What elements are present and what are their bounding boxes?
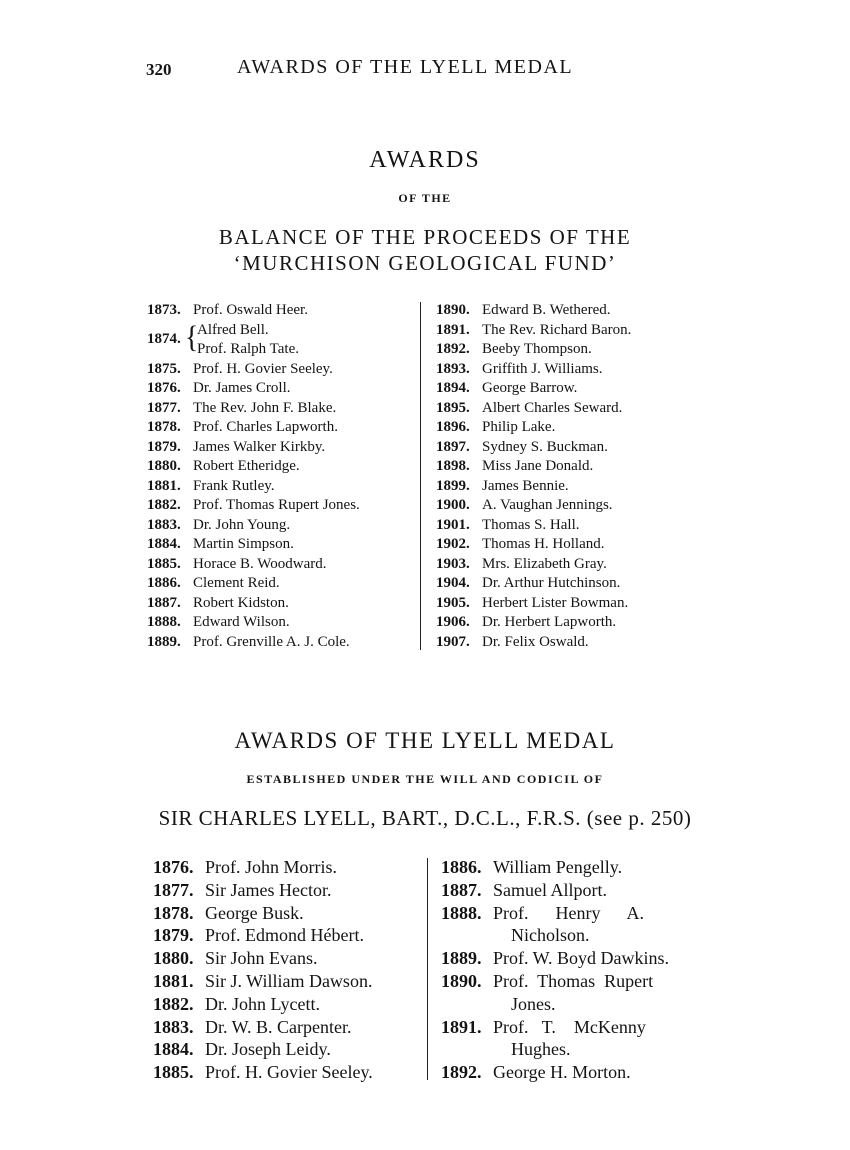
list-entry xyxy=(441,879,607,901)
list-entry xyxy=(441,1016,646,1038)
list-entry xyxy=(147,359,333,379)
entry-year: 1888. xyxy=(147,614,181,630)
list-entry-continuation xyxy=(511,993,556,1015)
page-number: 320 xyxy=(146,60,172,79)
list-entry xyxy=(436,417,555,437)
entry-year: 1898. xyxy=(436,458,470,474)
entry-year: 1886. xyxy=(441,857,482,877)
entry-year: 1886. xyxy=(147,575,181,591)
entry-name: Dr. Felix Oswald. xyxy=(482,633,589,650)
entry-name: Prof. H. Govier Seeley. xyxy=(193,360,333,377)
list-entry xyxy=(436,476,569,496)
entry-year: 1897. xyxy=(436,438,470,455)
entry-name: Dr. James Croll. xyxy=(193,380,291,396)
entry-name: Prof. Thomas Rupert Jones. xyxy=(193,497,360,513)
list-entry xyxy=(147,398,336,418)
list-entry xyxy=(147,573,280,593)
entry-name: Miss Jane Donald. xyxy=(482,458,594,474)
entry-name: The Rev. John F. Blake. xyxy=(193,399,337,416)
murchison-heading: AWARDS xyxy=(369,147,481,173)
list-entry xyxy=(436,437,608,457)
entry-name: Robert Kidston. xyxy=(193,594,289,611)
column-divider xyxy=(420,302,421,650)
list-entry xyxy=(436,612,616,632)
entry-name-continued: Hughes. xyxy=(511,1039,571,1060)
entry-year: 1891. xyxy=(441,1016,482,1037)
list-entry xyxy=(147,476,275,496)
entry-name: Frank Rutley. xyxy=(193,477,275,494)
entry-name: Prof. Edmond Hébert. xyxy=(205,925,364,946)
entry-name: Sir John Evans. xyxy=(205,948,318,969)
entry-year: 1894. xyxy=(436,380,470,396)
entry-year: 1885. xyxy=(153,1062,194,1083)
list-entry xyxy=(147,554,326,574)
entry-name: Prof. T. McKenny xyxy=(493,1016,646,1037)
entry-year: 1889. xyxy=(147,633,181,650)
list-entry xyxy=(436,573,620,593)
entry-year: 1890. xyxy=(441,971,482,991)
entry-name: Herbert Lister Bowman. xyxy=(482,594,629,611)
lyell-heading: AWARDS OF THE LYELL MEDAL xyxy=(234,728,616,753)
list-entry xyxy=(153,879,331,901)
entry-year: 1896. xyxy=(436,419,470,435)
running-head xyxy=(0,56,850,86)
entry-year: 1892. xyxy=(441,1062,482,1083)
entry-name: Dr. W. B. Carpenter. xyxy=(205,1016,352,1037)
list-entry xyxy=(147,378,291,398)
entry-name: George Busk. xyxy=(205,902,304,923)
entry-year: 1889. xyxy=(441,948,482,969)
entry-name: George H. Morton. xyxy=(493,1062,631,1083)
entry-year: 1883. xyxy=(153,1016,194,1037)
entry-name: William Pengelly. xyxy=(493,857,623,877)
list-entry xyxy=(436,495,613,515)
list-entry xyxy=(147,300,308,320)
entry-name: Dr. Joseph Leidy. xyxy=(205,1039,331,1060)
entry-year: 1879. xyxy=(153,925,194,946)
entry-year: 1887. xyxy=(441,879,482,900)
entry-name-continued: Jones. xyxy=(511,993,556,1014)
entry-name: Prof. John Morris. xyxy=(205,857,338,877)
entry-year: 1881. xyxy=(153,971,194,991)
entry-year: 1903. xyxy=(436,555,470,572)
entry-name: Dr. Arthur Hutchinson. xyxy=(482,575,621,591)
entry-name: Philip Lake. xyxy=(482,419,556,435)
entry-name: Samuel Allport. xyxy=(493,879,607,900)
entry-year: 1895. xyxy=(436,399,470,416)
entry-name: Dr. John Lycett. xyxy=(205,993,320,1014)
entry-year: 1902. xyxy=(436,536,470,552)
list-entry xyxy=(436,320,631,340)
list-entry xyxy=(153,902,304,924)
list-entry xyxy=(153,970,372,992)
list-entry xyxy=(153,856,337,878)
entry-year: 1907. xyxy=(436,633,470,650)
running-title: AWARDS OF THE LYELL MEDAL xyxy=(237,56,574,78)
column-divider xyxy=(427,858,428,1080)
murchison-title-line2: ‘MURCHISON GEOLOGICAL FUND’ xyxy=(233,251,617,275)
entry-name: Dr. John Young. xyxy=(193,516,291,533)
entry-name: James Bennie. xyxy=(482,477,569,494)
list-entry xyxy=(147,612,290,632)
entry-year: 1904. xyxy=(436,575,470,591)
entry-year: 1879. xyxy=(147,438,181,455)
list-entry xyxy=(436,378,577,398)
list-entry-continuation xyxy=(511,924,590,946)
entry-year: 1891. xyxy=(436,321,470,338)
list-entry xyxy=(153,1038,331,1060)
entry-name: Horace B. Woodward. xyxy=(193,555,327,572)
brace-icon: { xyxy=(185,319,199,354)
entry-year: 1887. xyxy=(147,594,181,611)
entry-name: The Rev. Richard Baron. xyxy=(482,321,632,338)
list-entry xyxy=(153,1061,373,1083)
list-entry xyxy=(436,456,593,476)
entry-year: 1878. xyxy=(153,902,194,923)
entry-year: 1882. xyxy=(147,497,181,513)
entry-name: Beeby Thompson. xyxy=(482,341,592,357)
entry-name: George Barrow. xyxy=(482,380,578,396)
list-entry xyxy=(147,417,338,437)
list-entry xyxy=(147,515,290,535)
entry-year: 1884. xyxy=(153,1039,194,1060)
murchison-title-line1: BALANCE OF THE PROCEEDS OF THE xyxy=(218,225,632,249)
list-entry-continuation xyxy=(511,1038,571,1060)
entry-name: Mrs. Elizabeth Gray. xyxy=(482,555,607,572)
entry-year: 1875. xyxy=(147,360,181,377)
entry-name: Thomas S. Hall. xyxy=(482,516,580,533)
entry-name: Prof. Oswald Heer. xyxy=(193,302,308,318)
entry-year: 1876. xyxy=(147,380,181,396)
entry-year: 1876. xyxy=(153,857,194,877)
list-entry xyxy=(436,632,589,652)
list-entry xyxy=(441,1061,631,1083)
list-entry xyxy=(147,456,300,476)
list-entry xyxy=(436,398,622,418)
list-entry xyxy=(436,359,603,379)
entry-year: 1900. xyxy=(436,497,470,513)
entry-name: Prof. Thomas Rupert xyxy=(493,971,654,991)
list-entry xyxy=(441,947,669,969)
entry-year: 1899. xyxy=(436,477,470,494)
entry-name-continued: Nicholson. xyxy=(511,925,590,946)
entry-name: Sydney S. Buckman. xyxy=(482,438,608,455)
list-entry xyxy=(153,1016,352,1038)
entry-name: Griffith J. Williams. xyxy=(482,360,603,377)
list-entry xyxy=(147,495,360,515)
entry-year: 1874. xyxy=(147,331,181,348)
list-entry xyxy=(147,593,289,613)
list-entry xyxy=(147,437,325,457)
list-entry xyxy=(153,947,318,969)
entry-name: Clement Reid. xyxy=(193,575,280,591)
entry-year: 1884. xyxy=(147,536,181,552)
entry-year: 1885. xyxy=(147,555,181,572)
entry-name: Martin Simpson. xyxy=(193,536,294,552)
entry-name: Albert Charles Seward. xyxy=(482,399,623,416)
lyell-established: ESTABLISHED UNDER THE WILL AND CODICIL OF xyxy=(246,772,604,786)
entry-name: Sir James Hector. xyxy=(205,879,332,900)
entry-year: 1888. xyxy=(441,902,482,923)
list-entry xyxy=(436,339,592,359)
murchison-subheading: OF THE xyxy=(398,191,452,205)
list-entry xyxy=(441,856,622,878)
list-entry xyxy=(436,554,607,574)
entry-name: Robert Etheridge. xyxy=(193,458,300,474)
entry-name: Thomas H. Holland. xyxy=(482,536,605,552)
entry-year: 1882. xyxy=(153,993,194,1014)
list-entry xyxy=(147,632,350,652)
entry-year: 1880. xyxy=(147,458,181,474)
list-entry xyxy=(153,993,320,1015)
list-entry xyxy=(441,902,644,924)
entry-name: Prof. Ralph Tate. xyxy=(197,341,299,357)
entry-year: 1892. xyxy=(436,341,470,357)
lyell-founder: SIR CHARLES LYELL, BART., D.C.L., F.R.S. (see p. 250) xyxy=(158,806,692,830)
entry-year: 1877. xyxy=(147,399,181,416)
entry-year: 1880. xyxy=(153,948,194,969)
list-entry xyxy=(436,534,604,554)
entry-name: Sir J. William Dawson. xyxy=(205,971,373,991)
entry-name: James Walker Kirkby. xyxy=(193,438,326,455)
list-entry xyxy=(436,515,580,535)
entry-year: 1878. xyxy=(147,419,181,435)
entry-year: 1905. xyxy=(436,594,470,611)
entry-name: Prof. Henry A. xyxy=(493,902,644,923)
entry-name: Dr. Herbert Lapworth. xyxy=(482,614,617,630)
list-entry xyxy=(441,970,653,992)
list-entry xyxy=(436,300,610,320)
entry-year: 1893. xyxy=(436,360,470,377)
list-entry xyxy=(436,593,628,613)
entry-year: 1883. xyxy=(147,516,181,533)
entry-year: 1906. xyxy=(436,614,470,630)
entry-year: 1881. xyxy=(147,477,181,494)
entry-name: Prof. W. Boyd Dawkins. xyxy=(493,948,670,969)
entry-year: 1877. xyxy=(153,879,194,900)
entry-name: Edward Wilson. xyxy=(193,614,290,630)
entry-name: Prof. H. Govier Seeley. xyxy=(205,1062,373,1083)
entry-year: 1890. xyxy=(436,302,470,318)
entry-name: Alfred Bell. xyxy=(197,321,269,338)
entry-name: Edward B. Wethered. xyxy=(482,302,611,318)
entry-name: Prof. Charles Lapworth. xyxy=(193,419,338,435)
list-entry xyxy=(153,924,364,946)
entry-year: 1901. xyxy=(436,516,470,533)
entry-name: Prof. Grenville A. J. Cole. xyxy=(193,633,350,650)
entry-name: A. Vaughan Jennings. xyxy=(482,497,613,513)
list-entry xyxy=(147,534,294,554)
entry-year: 1873. xyxy=(147,302,181,318)
